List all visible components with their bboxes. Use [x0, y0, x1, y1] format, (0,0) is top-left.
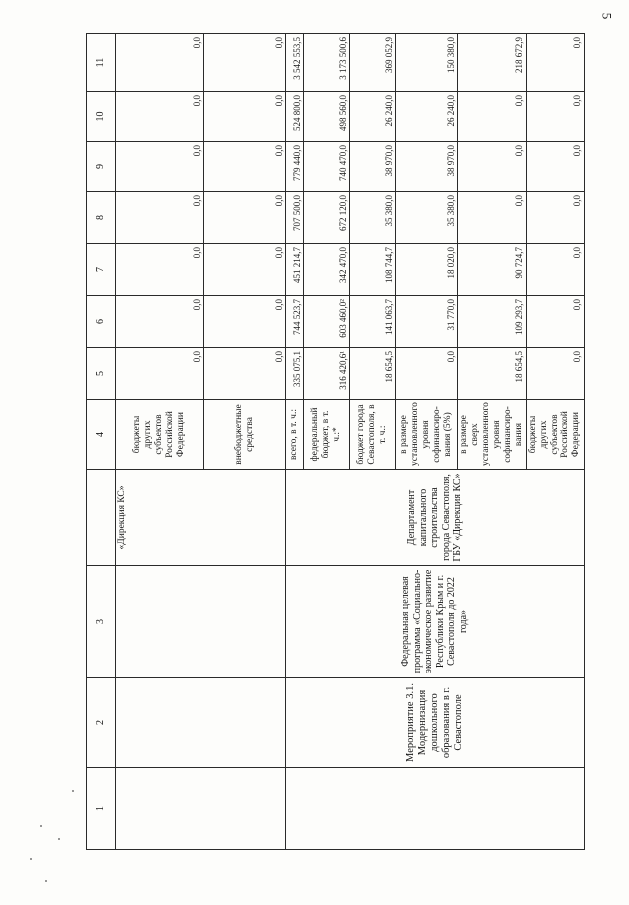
value-cell: 672 120,0: [304, 192, 350, 244]
value-cell: 0,0: [458, 192, 527, 244]
col-header-10: 10: [87, 92, 116, 142]
cell-blank: [116, 678, 286, 768]
col-header-3: 3: [87, 566, 116, 678]
value-cell: 90 724,7: [458, 244, 527, 296]
funding-source: федеральный бюджет, в т. ч.:*: [304, 400, 350, 470]
value-cell: 0,0: [526, 244, 584, 296]
col-header-2: 2: [87, 678, 116, 768]
value-cell: 0,0: [116, 296, 204, 348]
col-header-1: 1: [87, 768, 116, 850]
value-cell: 38 970,0: [350, 142, 396, 192]
value-cell: 0,0: [526, 92, 584, 142]
col-header-6: 6: [87, 296, 116, 348]
value-cell: 26 240,0: [350, 92, 396, 142]
value-cell: 451 214,7: [286, 244, 304, 296]
value-cell: 0,0: [458, 92, 527, 142]
col-header-11: 11: [87, 34, 116, 92]
funding-source: внебюджетные средства: [204, 400, 286, 470]
header-row: [87, 34, 116, 850]
measure-name: Мероприятие 3.1. Модернизация дошкольного образования в г. Севастополе: [286, 678, 585, 768]
value-cell: 0,0: [204, 192, 286, 244]
value-cell: 0,0: [116, 92, 204, 142]
value-cell: 26 240,0: [396, 92, 458, 142]
scan-speck: [58, 838, 60, 840]
value-cell: 498 560,0: [304, 92, 350, 142]
value-cell: 0,0: [204, 296, 286, 348]
value-cell: 0,0: [526, 296, 584, 348]
value-cell: 707 500,0: [286, 192, 304, 244]
value-cell: 0,0: [204, 92, 286, 142]
value-cell: 18 020,0: [396, 244, 458, 296]
value-cell: 38 970,0: [396, 142, 458, 192]
value-cell: 0,0: [204, 244, 286, 296]
col-header-8: 8: [87, 192, 116, 244]
funding-source: бюджеты других субъектов Российской Федерации: [116, 400, 204, 470]
value-cell: 779 440,0: [286, 142, 304, 192]
directorate-cell: «Дирекция КС»: [116, 470, 286, 566]
budget-table: [86, 33, 585, 850]
value-cell: 3 173 500,6: [304, 34, 350, 92]
value-cell: 218 672,9: [458, 34, 527, 92]
col-header-5: 5: [87, 348, 116, 400]
page-number: 5: [598, 12, 614, 20]
value-cell: 0,0: [116, 34, 204, 92]
value-cell: 0,0: [526, 348, 584, 400]
table-row: [286, 34, 304, 850]
scan-speck: [45, 880, 47, 882]
value-cell: 141 063,7: [350, 296, 396, 348]
value-cell: 369 052,9: [350, 34, 396, 92]
table-row: [116, 34, 204, 850]
executor-name: Департамент капитального строительства города Севастополя, ГБУ «Дирекция КС»: [286, 470, 585, 566]
cell-blank: [286, 768, 585, 850]
value-cell: 3 542 553,5: [286, 34, 304, 92]
col-header-4: 4: [87, 400, 116, 470]
funding-source: в размере установленного уровня софинансиро-вания (5%): [396, 400, 458, 470]
rotated-table-wrapper: [86, 34, 606, 850]
value-cell: 0,0: [116, 142, 204, 192]
program-name: Федеральная целевая программа «Социально-экономическое развитие Республики Крым и г. Севастополя до 2022 года»: [286, 566, 585, 678]
value-cell: 603 460,0²: [304, 296, 350, 348]
value-cell: 35 380,0: [350, 192, 396, 244]
col-header-9: 9: [87, 142, 116, 192]
value-cell: 0,0: [204, 142, 286, 192]
value-cell: 18 654,5: [458, 348, 527, 400]
value-cell: 744 523,7: [286, 296, 304, 348]
value-cell: 0,0: [458, 142, 527, 192]
scan-speck: [72, 790, 74, 792]
value-cell: 108 744,7: [350, 244, 396, 296]
value-cell: 150 380,0: [396, 34, 458, 92]
funding-source: в размере сверх установленного уровня софинансиро-вания: [458, 400, 527, 470]
value-cell: 342 470,0: [304, 244, 350, 296]
value-cell: 740 470,0: [304, 142, 350, 192]
value-cell: 109 293,7: [458, 296, 527, 348]
funding-source: всего, в т. ч.:: [286, 400, 304, 470]
value-cell: 0,0: [116, 192, 204, 244]
funding-source: бюджет города Севастополя, в т. ч.:: [350, 400, 396, 470]
col-header-7: 7: [87, 244, 116, 296]
value-cell: 35 380,0: [396, 192, 458, 244]
funding-source: бюджеты других субъектов Российской Федерации: [526, 400, 584, 470]
value-cell: 18 654,5: [350, 348, 396, 400]
value-cell: 0,0: [116, 244, 204, 296]
scan-speck: [40, 825, 42, 827]
cell-blank: [116, 768, 286, 850]
col-header-blank: [87, 470, 116, 566]
value-cell: 0,0: [526, 142, 584, 192]
value-cell: 0,0: [204, 34, 286, 92]
value-cell: 0,0: [396, 348, 458, 400]
value-cell: 335 075,1: [286, 348, 304, 400]
value-cell: 0,0: [204, 348, 286, 400]
value-cell: 0,0: [116, 348, 204, 400]
value-cell: 524 800,0: [286, 92, 304, 142]
value-cell: 31 770,0: [396, 296, 458, 348]
value-cell: 316 420,6¹: [304, 348, 350, 400]
value-cell: 0,0: [526, 192, 584, 244]
scan-speck: [30, 858, 32, 860]
value-cell: 0,0: [526, 34, 584, 92]
cell-blank: [116, 566, 286, 678]
